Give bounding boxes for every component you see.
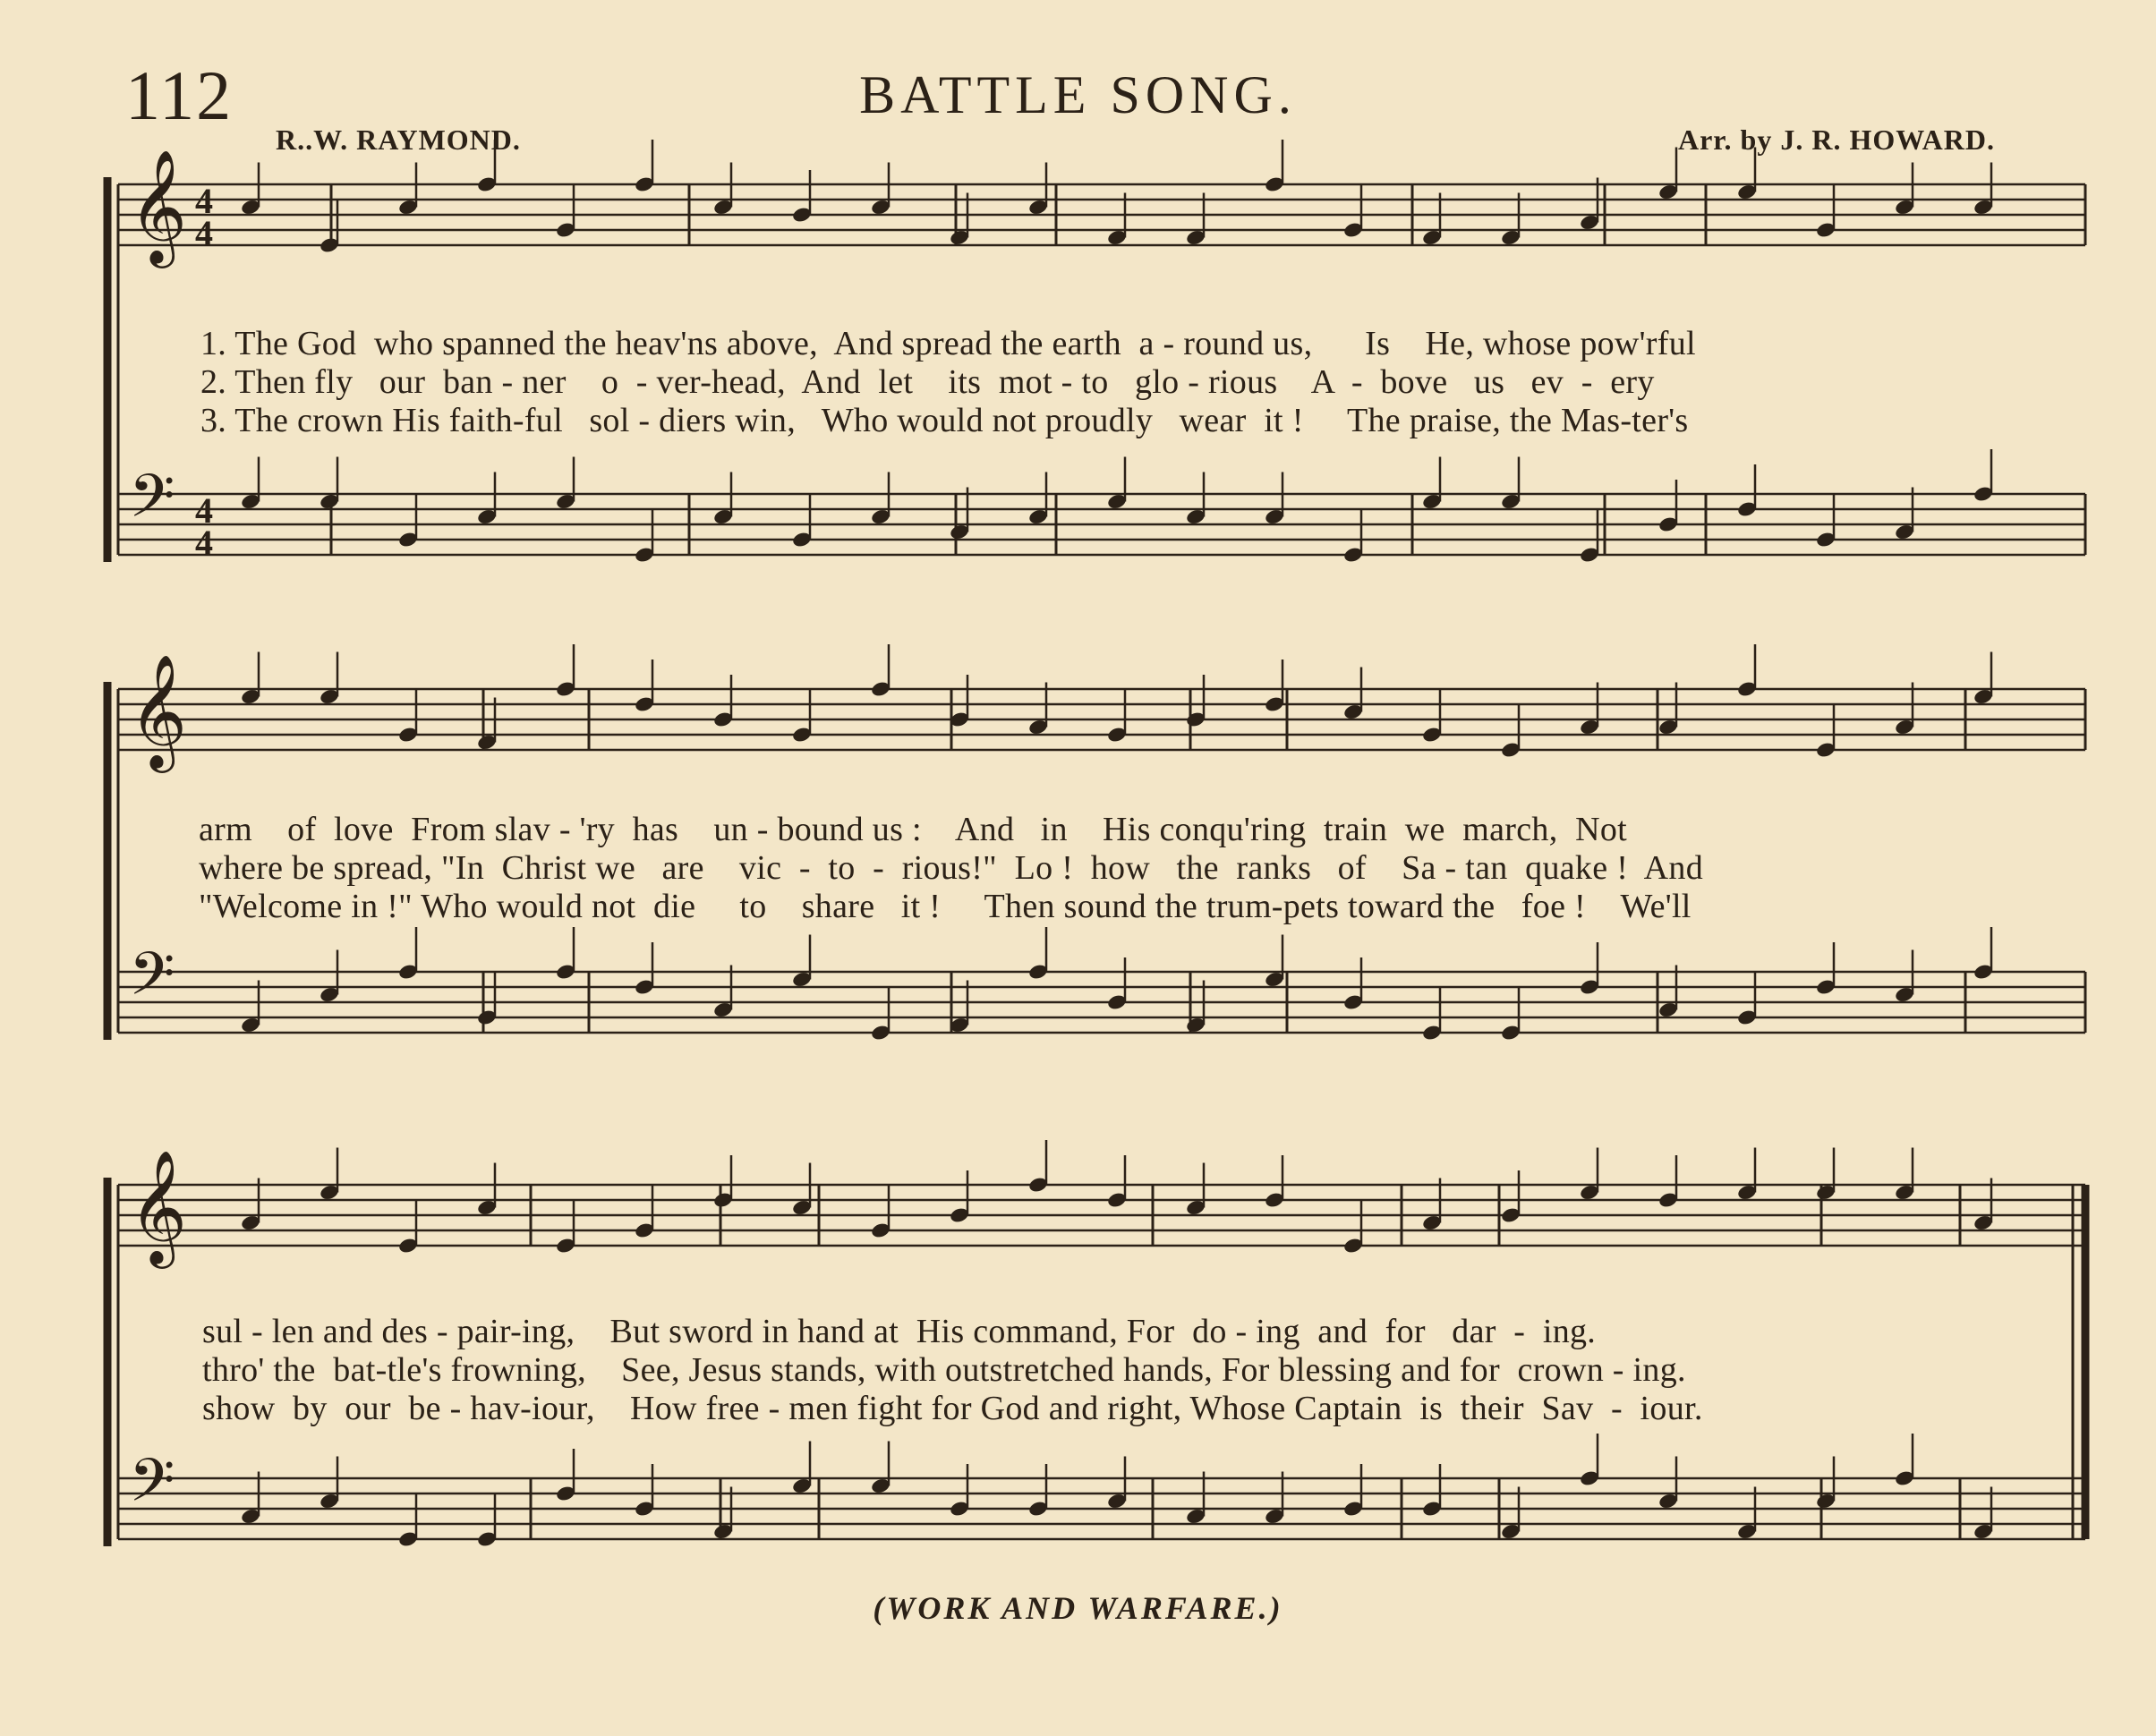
lyric-system1-verse2: 2. Then fly our ban - ner o - ver-head, And let its mot - to glo - rious A - bove us ev - ery bbox=[200, 363, 1655, 401]
bass-clef-icon: 𝄢 bbox=[129, 1446, 175, 1529]
lyric-system2-verse2: where be spread, "In Christ we are vic - to - rious!" Lo ! how the ranks of Sa - tan quake ! And bbox=[199, 849, 1703, 887]
time-signature-top: 4 bbox=[195, 490, 213, 531]
song-title: BATTLE SONG. bbox=[859, 65, 1297, 124]
treble-clef-icon: 𝄞 bbox=[129, 653, 188, 768]
bass-clef-icon: 𝄢 bbox=[129, 940, 175, 1023]
lyric-system3-verse2: thro' the bat-tle's frowning, See, Jesus stands, with outstretched hands, For blessing and for crown - ing. bbox=[202, 1351, 1686, 1389]
lyric-system2-verse3: "Welcome in !" Who would not die to share it ! Then sound the trum-pets toward the foe ! We'll bbox=[199, 888, 1692, 925]
lyric-system3-verse3: show by our be - hav-iour, How free - men fight for God and right, Whose Captain is their Sav - iour. bbox=[202, 1390, 1703, 1427]
arranger-credit: Arr. by J. R. HOWARD. bbox=[1677, 123, 1995, 156]
author-credit: R..W. RAYMOND. bbox=[276, 123, 521, 156]
time-signature-bottom: 4 bbox=[195, 213, 213, 253]
lyric-system1-verse1: 1. The God who spanned the heav'ns above, And spread the earth a - round us, Is He, whose pow'rful bbox=[200, 325, 1696, 362]
lyric-system2-verse1: arm of love From slav - 'ry has un - bound us : And in His conqu'ring train we march, Not bbox=[199, 811, 1628, 848]
treble-clef-icon: 𝄞 bbox=[129, 149, 188, 263]
source-footer: (WORK AND WARFARE.) bbox=[873, 1590, 1283, 1626]
page-number: 112 bbox=[125, 56, 234, 134]
lyric-system1-verse3: 3. The crown His faith-ful sol - diers win, Who would not proudly wear it ! The praise, the Mas-ter's bbox=[200, 402, 1689, 439]
bass-clef-icon: 𝄢 bbox=[129, 462, 175, 545]
lyric-system3-verse1: sul - len and des - pair-ing, But sword in hand at His command, For do - ing and for dar - ing. bbox=[202, 1313, 1597, 1350]
time-signature-top: 4 bbox=[195, 181, 213, 221]
time-signature-bottom: 4 bbox=[195, 523, 213, 563]
treble-clef-icon: 𝄞 bbox=[129, 1149, 188, 1264]
